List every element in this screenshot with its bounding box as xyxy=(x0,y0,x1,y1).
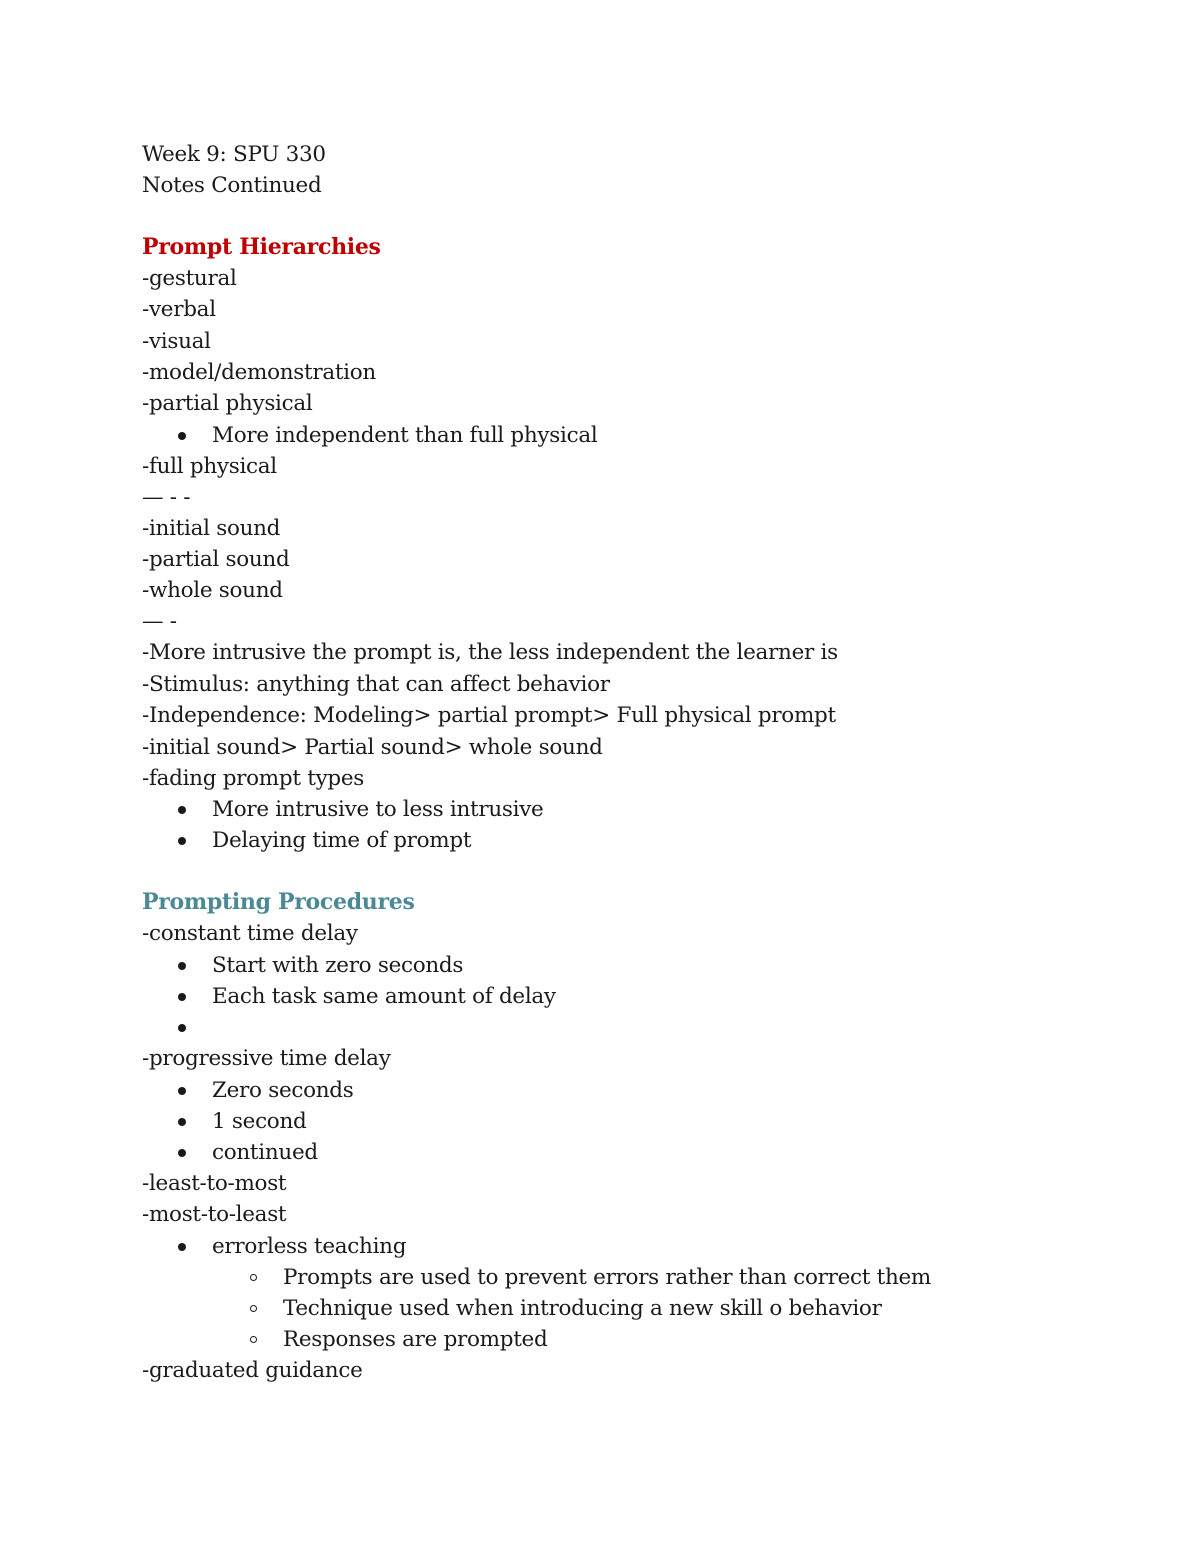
list-item: -initial sound> Partial sound> whole sound xyxy=(142,735,603,760)
list-item: -Independence: Modeling> partial prompt> Full physical prompt xyxy=(142,703,836,728)
list-item: -Stimulus: anything that can affect behavior xyxy=(142,672,610,697)
bullet-item: Start with zero seconds xyxy=(212,953,464,978)
list-item: -initial sound xyxy=(142,516,281,541)
list-item: -model/demonstration xyxy=(142,360,376,385)
list-item: -gestural xyxy=(142,266,237,291)
list-item: -More intrusive the prompt is, the less independent the learner is xyxy=(142,640,838,665)
list-item: -partial sound xyxy=(142,547,290,572)
bullet-icon xyxy=(178,806,186,814)
list-item: -constant time delay xyxy=(142,921,358,946)
bullet-icon xyxy=(178,1243,186,1251)
bullet-item: errorless teaching xyxy=(212,1234,407,1259)
list-item: -visual xyxy=(142,329,211,354)
bullet-icon xyxy=(178,1087,186,1095)
bullet-item: Delaying time of prompt xyxy=(212,828,472,853)
list-item: -most-to-least xyxy=(142,1202,287,1227)
list-item: -whole sound xyxy=(142,578,283,603)
sub-bullet-item: Technique used when introducing a new skill o behavior xyxy=(283,1296,882,1321)
hollow-bullet-icon xyxy=(250,1336,257,1343)
bullet-icon xyxy=(178,1118,186,1126)
bullet-icon xyxy=(178,432,186,440)
list-item: -fading prompt types xyxy=(142,766,365,791)
bullet-icon xyxy=(178,837,186,845)
bullet-icon xyxy=(178,962,186,970)
list-item: -progressive time delay xyxy=(142,1046,391,1071)
bullet-item: 1 second xyxy=(212,1109,307,1134)
list-item: -least-to-most xyxy=(142,1171,287,1196)
document-title: Week 9: SPU 330 xyxy=(142,142,326,167)
document-subtitle: Notes Continued xyxy=(142,173,322,198)
list-item: -full physical xyxy=(142,454,277,479)
sub-bullet-item: Prompts are used to prevent errors rather than correct them xyxy=(283,1265,932,1290)
bullet-icon xyxy=(178,1149,186,1157)
list-item: -graduated guidance xyxy=(142,1358,363,1383)
bullet-icon xyxy=(178,1024,186,1032)
bullet-icon xyxy=(178,993,186,1001)
sub-bullet-item: Responses are prompted xyxy=(283,1327,548,1352)
hollow-bullet-icon xyxy=(250,1305,257,1312)
bullet-item: continued xyxy=(212,1140,318,1165)
bullet-item: Each task same amount of delay xyxy=(212,984,556,1009)
hollow-bullet-icon xyxy=(250,1274,257,1281)
section-heading-prompting-procedures: Prompting Procedures xyxy=(142,889,415,915)
list-item: -verbal xyxy=(142,297,216,322)
bullet-item: More independent than full physical xyxy=(212,423,598,448)
list-item: -partial physical xyxy=(142,391,313,416)
bullet-item: More intrusive to less intrusive xyxy=(212,797,544,822)
separator-text: — - - xyxy=(142,485,191,510)
separator-text: — - xyxy=(142,609,177,634)
bullet-item: Zero seconds xyxy=(212,1078,354,1103)
section-heading-prompt-hierarchies: Prompt Hierarchies xyxy=(142,234,381,260)
